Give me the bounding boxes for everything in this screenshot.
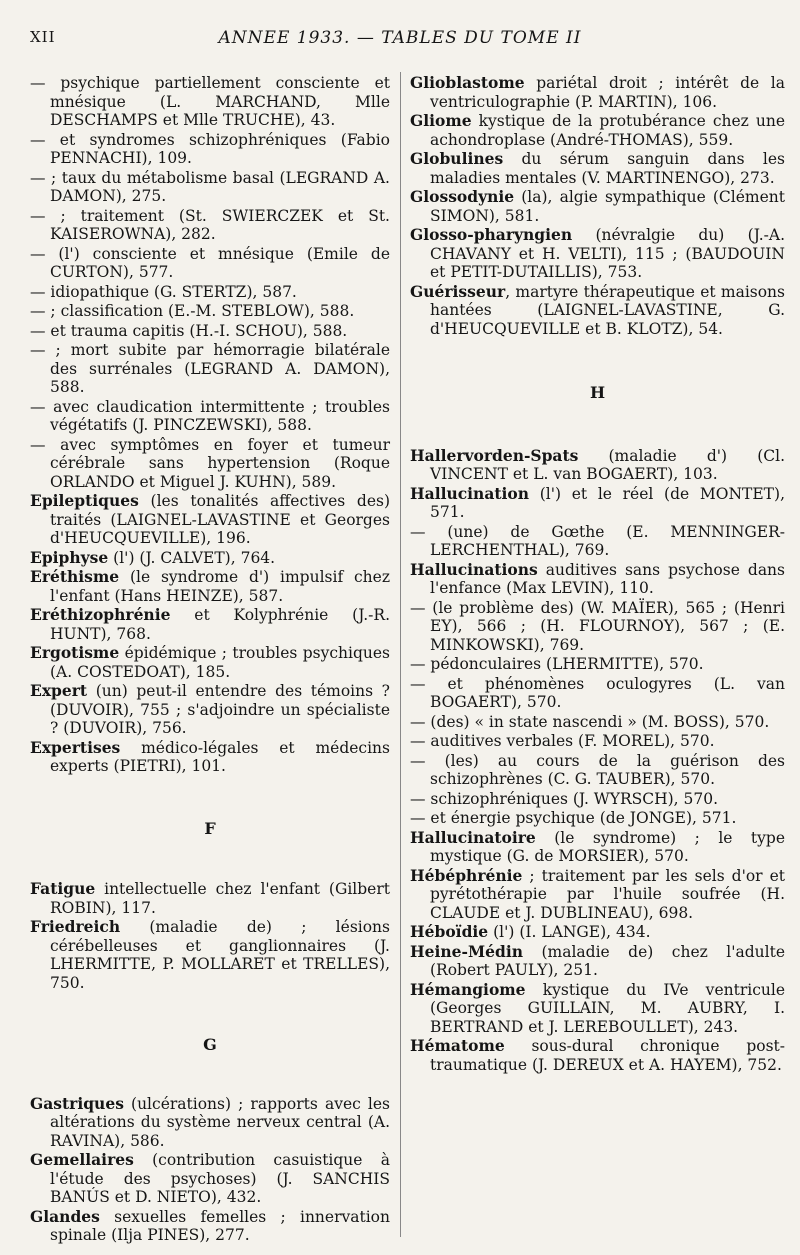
index-entry: [30, 1208, 390, 1245]
index-entry: [410, 923, 785, 942]
entry-text: (le syndrome d') impulsif chez l'enfant (Hans HEINZE), 587.: [50, 568, 390, 605]
running-title: ANNEE 1933. — TABLES DU TOME II: [218, 28, 582, 48]
entry-text: kystique du IVe ventricule (Georges GUILLAIN, M. AUBRY, I. BERTRAND et J. LEREBOULLET), 243.: [430, 980, 785, 1036]
index-entry: [410, 599, 785, 655]
index-entry: [410, 1037, 785, 1074]
entry-headword: Expert: [30, 681, 88, 700]
right-block-h: [410, 447, 785, 1075]
entry-headword: Gemellaires: [30, 1150, 134, 1169]
entry-headword: Guérisseur: [410, 281, 506, 301]
entry-headword: Glosso-pharyngien: [410, 225, 573, 244]
left-block-g: [30, 1095, 390, 1245]
entry-text: et Kolyphrénie (J.-R. HUNT), 768.: [50, 606, 390, 643]
entry-text: du sérum sanguin dans les maladies mentales (V. MARTINENGO), 273.: [430, 150, 785, 187]
index-entry: [30, 682, 390, 738]
entry-headword: Hémangiome: [410, 979, 526, 999]
entry-text: (l') (J. CALVET), 764.: [108, 548, 276, 567]
column-divider: [400, 72, 401, 1237]
entry-text: (l') et le réel (de MONTET), 571.: [430, 484, 785, 521]
index-entry: [410, 809, 785, 828]
entry-text: pariétal droit ; intérêt de la ventriculographie (P. MARTIN), 106.: [430, 74, 785, 111]
entry-headword: Hallervorden-Spats: [410, 445, 579, 465]
index-entry: [410, 561, 785, 598]
entry-headword: Ergotisme: [30, 643, 120, 662]
index-entry: — ; taux du métabolisme basal (LEGRAND A. DAMON), 275.: [30, 168, 390, 205]
index-entry: [410, 829, 785, 866]
right-column: [410, 74, 785, 1075]
index-entry: [410, 655, 785, 674]
entry-text: — (le problème des) (W. MAÏER), 565 ; (Henri EY), 566 ; (H. FLOURNOY), 567 ; (E. MINKOWSKI), 769.: [410, 598, 785, 654]
entry-text: (un) peut-il entendre des témoins ? (DUVOIR), 755 ; s'adjoindre un spécialiste ? (DUVOIR), 756.: [50, 682, 390, 737]
index-entry: [410, 981, 785, 1037]
entry-text: médico-légales et médecins experts (PIETRI), 101.: [50, 738, 390, 775]
index-entry: [410, 675, 785, 712]
entry-text: ; traitement par les sels d'or et pyrétothérapie par l'huile soufrée (H. CLAUDE et J. DUBLINEAU), 698.: [430, 866, 785, 922]
section-letter-h: H: [589, 383, 606, 402]
index-entry: — ; mort subite par hémorragie bilatérale des surrénales (LEGRAND A. DAMON), 588.: [30, 341, 390, 396]
index-entry: — (l') consciente et mnésique (Emile de CURTON), 577.: [30, 244, 390, 281]
index-entry: [30, 644, 390, 681]
index-entry: [410, 790, 785, 809]
entry-text: (ulcérations) ; rapports avec les altérations du système nerveux central (A. RAVINA), 586.: [50, 1094, 390, 1150]
entry-text: (maladie d') (Cl. VINCENT et L. van BOGAERT), 103.: [430, 446, 785, 483]
index-entry: [410, 867, 785, 923]
index-entry: [410, 112, 785, 149]
entry-text: — pédonculaires (LHERMITTE), 570.: [410, 655, 704, 673]
entry-text: (maladie de) chez l'adulte (Robert PAULY), 251.: [430, 942, 785, 979]
index-entry: [410, 485, 785, 522]
left-block-f: [30, 880, 390, 992]
left-block-e: [30, 492, 390, 776]
index-entry: — avec claudication intermittente ; troubles végétatifs (J. PINCZEWSKI), 588.: [30, 397, 390, 434]
entry-headword: Heine-Médin: [410, 941, 523, 961]
index-entry: [30, 1151, 390, 1207]
index-entry: [410, 523, 785, 560]
entry-text: (névralgie du) (J.-A. CHAVANY et H. VELTI), 115 ; (BAUDOUIN et PETIT-DUTAILLIS), 753.: [430, 226, 785, 281]
index-entry: [30, 549, 390, 568]
index-entry: [410, 283, 785, 339]
index-entry: [410, 732, 785, 751]
entry-headword: Friedreich: [30, 917, 121, 936]
index-entry: [30, 1095, 390, 1151]
entry-text: sexuelles femelles ; innervation spinale (Ilja PINES), 277.: [50, 1207, 390, 1244]
entry-headword: Hallucination: [410, 483, 530, 503]
running-header: [30, 28, 770, 58]
entry-text: — et énergie psychique (de JONGE), 571.: [410, 809, 737, 827]
index-entry: [30, 492, 390, 548]
left-block-epilepsie: [30, 74, 390, 491]
section-letter-f: F: [204, 818, 216, 838]
index-entry: — psychique partiellement consciente et mnésique (L. MARCHAND, Mlle DESCHAMPS et Mlle TRUCHE), 43.: [30, 74, 390, 129]
entry-text: (l') (I. LANGE), 434.: [488, 923, 651, 941]
entry-headword: Hébéphrénie: [410, 865, 523, 885]
entry-text: — (les) au cours de la guérison des schizophrènes (C. G. TAUBER), 570.: [410, 751, 785, 788]
index-entry: — et trauma capitis (H.-I. SCHOU), 588.: [30, 321, 348, 340]
index-entry: [410, 74, 785, 111]
index-entry: [30, 568, 390, 605]
entry-headword: Gliome: [410, 111, 472, 130]
right-block-g: [410, 74, 785, 338]
entry-headword: Expertises: [30, 737, 121, 757]
index-entry: [410, 447, 785, 484]
index-entry: [410, 188, 785, 225]
index-entry: — et syndromes schizophréniques (Fabio PENNACHI), 109.: [30, 130, 390, 167]
entry-text: — (une) de Gœthe (E. MENNINGER-LERCHENTHAL), 769.: [410, 522, 785, 559]
entry-text: (contribution casuistique à l'étude des psychoses) (J. SANCHIS BANÚS et D. NIETO), 432.: [50, 1151, 390, 1206]
entry-text: (le syndrome) ; le type mystique (G. de MORSIER), 570.: [430, 828, 785, 865]
left-column: [30, 74, 390, 1246]
entry-headword: Héboïdie: [410, 922, 489, 941]
entry-headword: Gastriques: [30, 1093, 124, 1113]
entry-text: — et phénomènes oculogyres (L. van BOGAERT), 570.: [410, 674, 785, 711]
entry-headword: Fatigue: [30, 879, 96, 898]
entry-headword: Hallucinatoire: [410, 827, 536, 847]
entry-headword: Epiphyse: [30, 547, 109, 567]
index-entry: [410, 943, 785, 980]
entry-text: kystique de la protubérance chez une achondroplase (André-THOMAS), 559.: [430, 112, 785, 149]
index-entry: [410, 150, 785, 187]
index-entry: [410, 752, 785, 789]
entry-text: auditives sans psychose dans l'enfance (Max LEVIN), 110.: [430, 560, 785, 597]
entry-headword: Hallucinations: [410, 559, 538, 579]
entry-text: — schizophréniques (J. WYRSCH), 570.: [410, 789, 719, 808]
index-entry: [30, 739, 390, 776]
index-entry: — ; traitement (St. SWIERCZEK et St. KAISEROWNA), 282.: [30, 206, 390, 243]
entry-headword: Glandes: [30, 1206, 100, 1226]
entry-text: (les tonalités affectives des) traités (LAIGNEL-LAVASTINE et Georges d'HEUCQUEVILLE), 196.: [50, 492, 390, 547]
entry-text: intellectuelle chez l'enfant (Gilbert ROBIN), 117.: [50, 880, 390, 917]
entry-text: , martyre thérapeutique et maisons hantées (LAIGNEL-LAVASTINE, G. d'HEUCQUEVILLE et B. KLOTZ), 54.: [430, 282, 785, 338]
index-entry: [30, 606, 390, 643]
entry-headword: Epileptiques: [30, 491, 139, 510]
index-entry: [410, 713, 785, 732]
entry-headword: Globulines: [410, 149, 504, 168]
index-entry: — avec symptômes en foyer et tumeur cérébrale sans hypertension (Roque ORLANDO et Miguel J. KUHN), 589.: [30, 435, 390, 491]
entry-headword: Eréthizophrénie: [30, 605, 171, 624]
page-number: XII: [30, 28, 56, 46]
index-entry: [30, 880, 390, 917]
index-entry: [410, 226, 785, 282]
entry-text: (la), algie sympathique (Clément SIMON), 581.: [430, 188, 785, 225]
entry-headword: Hématome: [410, 1036, 505, 1055]
entry-text: épidémique ; troubles psychiques (A. COSTEDOAT), 185.: [50, 644, 390, 681]
entry-text: (maladie de) ; lésions cérébelleuses et ganglionnaires (J. LHERMITTE, P. MOLLARET et TRELLES), 750.: [50, 918, 390, 992]
index-entry: — ; classification (E.-M. STEBLOW), 588.: [30, 302, 355, 320]
index-entry: — idiopathique (G. STERTZ), 587.: [30, 282, 297, 301]
section-letter-g: G: [203, 1035, 217, 1054]
entry-headword: Eréthisme: [30, 567, 120, 586]
entry-headword: Glossodynie: [410, 187, 515, 206]
entry-text: sous-dural chronique post-traumatique (J. DEREUX et A. HAYEM), 752.: [430, 1037, 785, 1074]
entry-text: — (des) « in state nascendi » (M. BOSS), 570.: [410, 712, 770, 731]
entry-headword: Glioblastome: [410, 73, 525, 92]
entry-text: — auditives verbales (F. MOREL), 570.: [410, 732, 715, 750]
index-entry: [30, 918, 390, 992]
